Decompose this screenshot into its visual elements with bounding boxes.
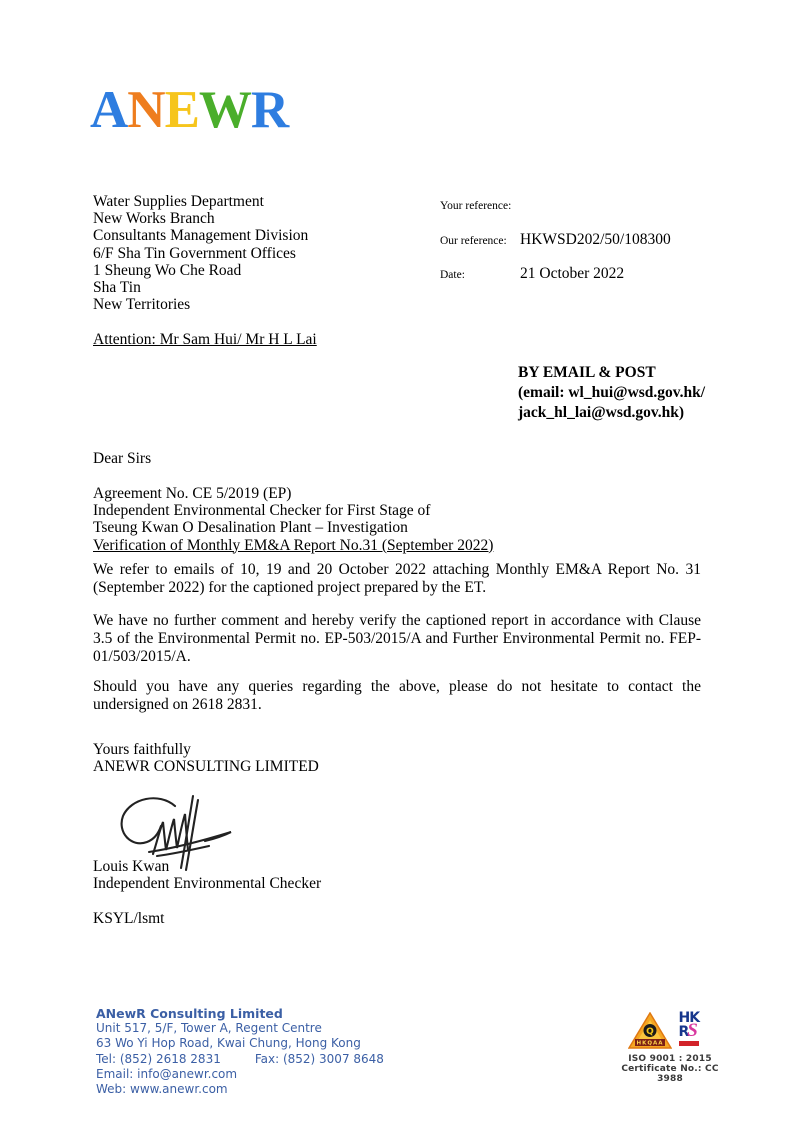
hkrs-logo-rs: RS xyxy=(678,1020,698,1041)
recipient-address xyxy=(93,193,308,313)
address-line: New Territories xyxy=(93,296,191,314)
footer-address-line: Unit 517, 5/F, Tower A, Regent Centre xyxy=(96,1021,322,1036)
date-row xyxy=(440,265,671,300)
subject-line: Tseung Kwan O Desalination Plant – Investigation xyxy=(93,519,408,537)
subject-line: Agreement No. CE 5/2019 (EP) xyxy=(93,485,292,502)
certification-block xyxy=(608,1010,732,1084)
footer-tel: Tel: (852) 2618 2831 xyxy=(96,1051,221,1066)
logo-letter: A xyxy=(90,81,128,139)
certificate-number-text: Certificate No.: CC 3988 xyxy=(621,1064,719,1084)
delivery-method-line: BY EMAIL & POST xyxy=(518,364,656,381)
signer-title: Independent Environmental Checker xyxy=(93,875,322,893)
delivery-email-line: (email: wl_hui@wsd.gov.hk/ xyxy=(518,384,706,401)
date-value: 21 October 2022 xyxy=(520,265,625,282)
address-line: New Works Branch xyxy=(93,210,215,228)
footer-web: Web: www.anewr.com xyxy=(96,1082,228,1097)
our-reference-label: Our reference: xyxy=(440,234,507,247)
your-reference-row xyxy=(440,196,671,231)
footer-email: Email: info@anewr.com xyxy=(96,1066,238,1081)
iso-standard-text: ISO 9001 : 2015 xyxy=(628,1054,712,1064)
subject-line-underlined: Verification of Monthly EM&A Report No.31 (September 2022) xyxy=(93,536,494,554)
salutation: Dear Sirs xyxy=(93,450,152,467)
your-reference-label: Your reference: xyxy=(440,200,512,212)
subject-block xyxy=(93,485,493,554)
hkrs-logo xyxy=(679,1012,713,1050)
hkqaa-q-glyph: Q xyxy=(645,1026,654,1037)
hkrs-logo-band xyxy=(679,1041,699,1046)
reference-initials: KSYL/lsmt xyxy=(93,910,165,927)
footer-contact-block xyxy=(96,1006,384,1097)
footer-phone-line xyxy=(96,1052,384,1067)
delivery-method xyxy=(518,363,705,423)
logo-letter: N xyxy=(127,81,165,139)
logo-letter: W xyxy=(198,81,251,139)
address-line: Sha Tin xyxy=(93,279,141,297)
date-label: Date: xyxy=(440,269,465,281)
hkqaa-band-text: HKQAA xyxy=(635,1040,664,1047)
footer-fax: Fax: (852) 3007 8648 xyxy=(254,1051,384,1066)
our-reference-row xyxy=(440,231,671,266)
signing-company: ANEWR CONSULTING LIMITED xyxy=(93,758,319,776)
body-paragraph: We refer to emails of 10, 19 and 20 October 2022 attaching Monthly EM&A Report No. 31 (September 2022) for the captioned project prepared by the ET. xyxy=(93,561,701,597)
body-paragraph: Should you have any queries regarding the above, please do not hesitate to contact the undersigned on 2618 2831. xyxy=(93,678,701,714)
address-line: Water Supplies Department xyxy=(93,193,264,210)
subject-line: Independent Environmental Checker for First Stage of xyxy=(93,502,431,520)
closing-block xyxy=(93,741,319,775)
logo-letter: R xyxy=(250,81,289,139)
logo-letter: E xyxy=(164,81,199,139)
address-line: 6/F Sha Tin Government Offices xyxy=(93,244,296,262)
delivery-email-line: jack_hl_lai@wsd.gov.hk) xyxy=(518,404,685,421)
reference-block xyxy=(440,196,671,300)
body-paragraph: We have no further comment and hereby verify the captioned report in accordance with Clause 3.5 of the Environmental Permit no. EP-503/2015/A and Further Environmental Permit no. FEP-01/503/2015/A. xyxy=(93,612,701,666)
footer-company-name: ANewR Consulting Limited xyxy=(96,1006,283,1021)
footer-address-line: 63 Wo Yi Hop Road, Kwai Chung, Hong Kong xyxy=(96,1036,361,1051)
signer-name: Louis Kwan xyxy=(93,858,170,875)
our-reference-value: HKWSD202/50/108300 xyxy=(520,230,671,248)
address-line: Consultants Management Division xyxy=(93,227,309,245)
signer-block xyxy=(93,858,321,892)
company-logo xyxy=(90,81,289,139)
hkqaa-triangle-logo xyxy=(628,1012,672,1050)
hkrs-logo-hk: HK xyxy=(678,1010,700,1026)
address-line: 1 Sheung Wo Che Road xyxy=(93,261,242,279)
certification-logos xyxy=(608,1010,732,1050)
valediction: Yours faithfully xyxy=(93,741,191,758)
attention-line: Attention: Mr Sam Hui/ Mr H L Lai xyxy=(93,331,317,348)
